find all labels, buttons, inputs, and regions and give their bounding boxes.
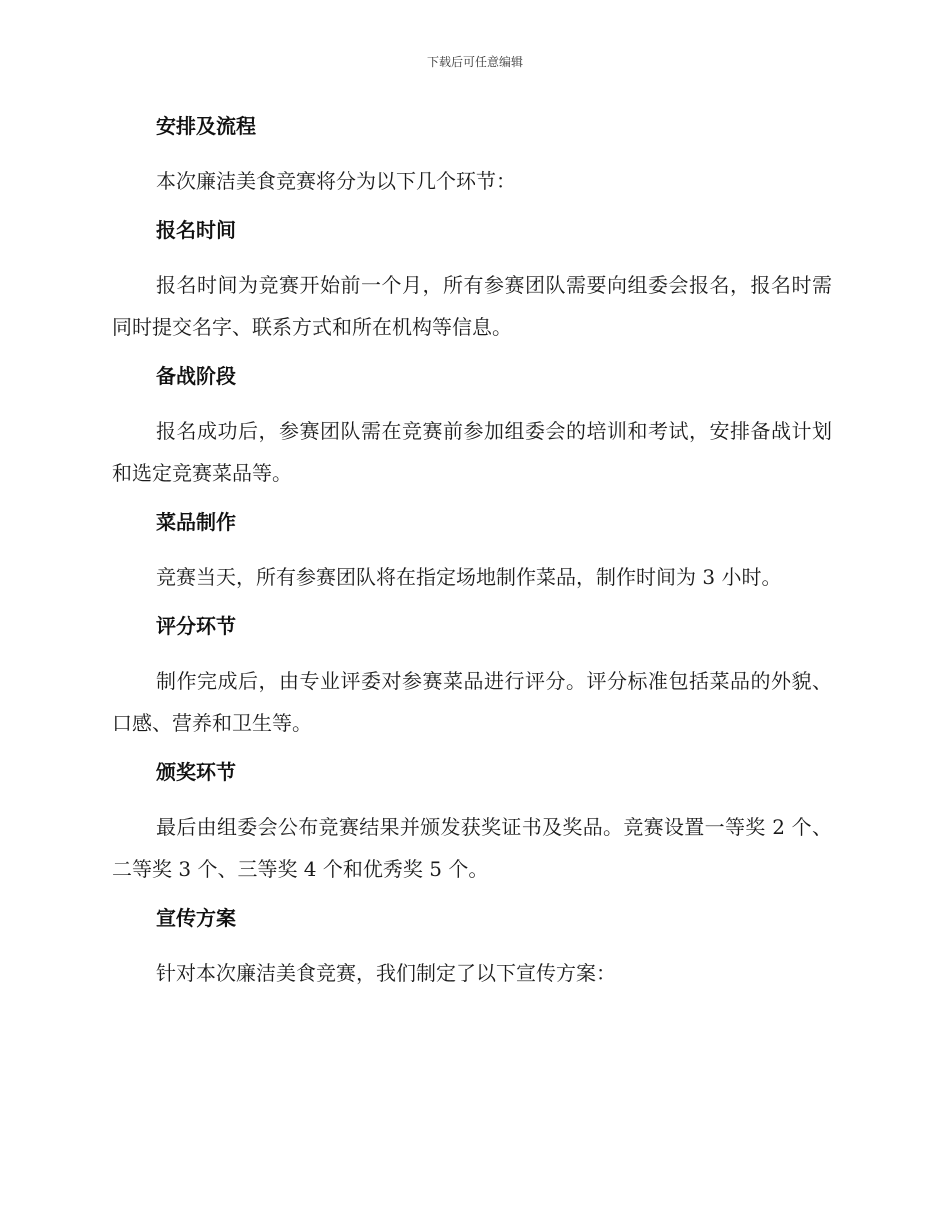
paragraph-promotion: 针对本次廉洁美食竞赛，我们制定了以下宣传方案： [156,961,616,985]
section-heading-cooking: 菜品制作 [156,510,236,534]
paragraph-cooking: 竞赛当天，所有参赛团队将在指定场地制作菜品，制作时间为 3 小时。 [156,565,782,589]
section-heading-registration: 报名时间 [156,218,236,242]
section-heading-awards: 颁奖环节 [156,760,236,784]
document-body [112,108,832,1004]
paragraph-intro: 本次廉洁美食竞赛将分为以下几个环节： [156,169,516,193]
paragraph-scoring: 制作完成后，由专业评委对参赛菜品进行评分。评分标准包括菜品的外貌、口感、营养和卫生等。 [112,669,832,735]
paragraph-preparation: 报名成功后，参赛团队需在竞赛前参加组委会的培训和考试，安排备战计划和选定竞赛菜品等。 [112,419,832,485]
page-header: 下载后可任意编辑 [426,55,523,69]
section-heading-arrangement: 安排及流程 [156,114,256,138]
paragraph-registration: 报名时间为竞赛开始前一个月，所有参赛团队需要向组委会报名，报名时需同时提交名字、联系方式和所在机构等信息。 [112,273,832,339]
paragraph-awards: 最后由组委会公布竞赛结果并颁发获奖证书及奖品。竞赛设置一等奖 2 个、二等奖 3 个、三等奖 4 个和优秀奖 5 个。 [112,815,832,881]
section-heading-preparation: 备战阶段 [156,364,236,388]
section-heading-promotion: 宣传方案 [156,906,236,930]
section-heading-scoring: 评分环节 [156,614,236,638]
